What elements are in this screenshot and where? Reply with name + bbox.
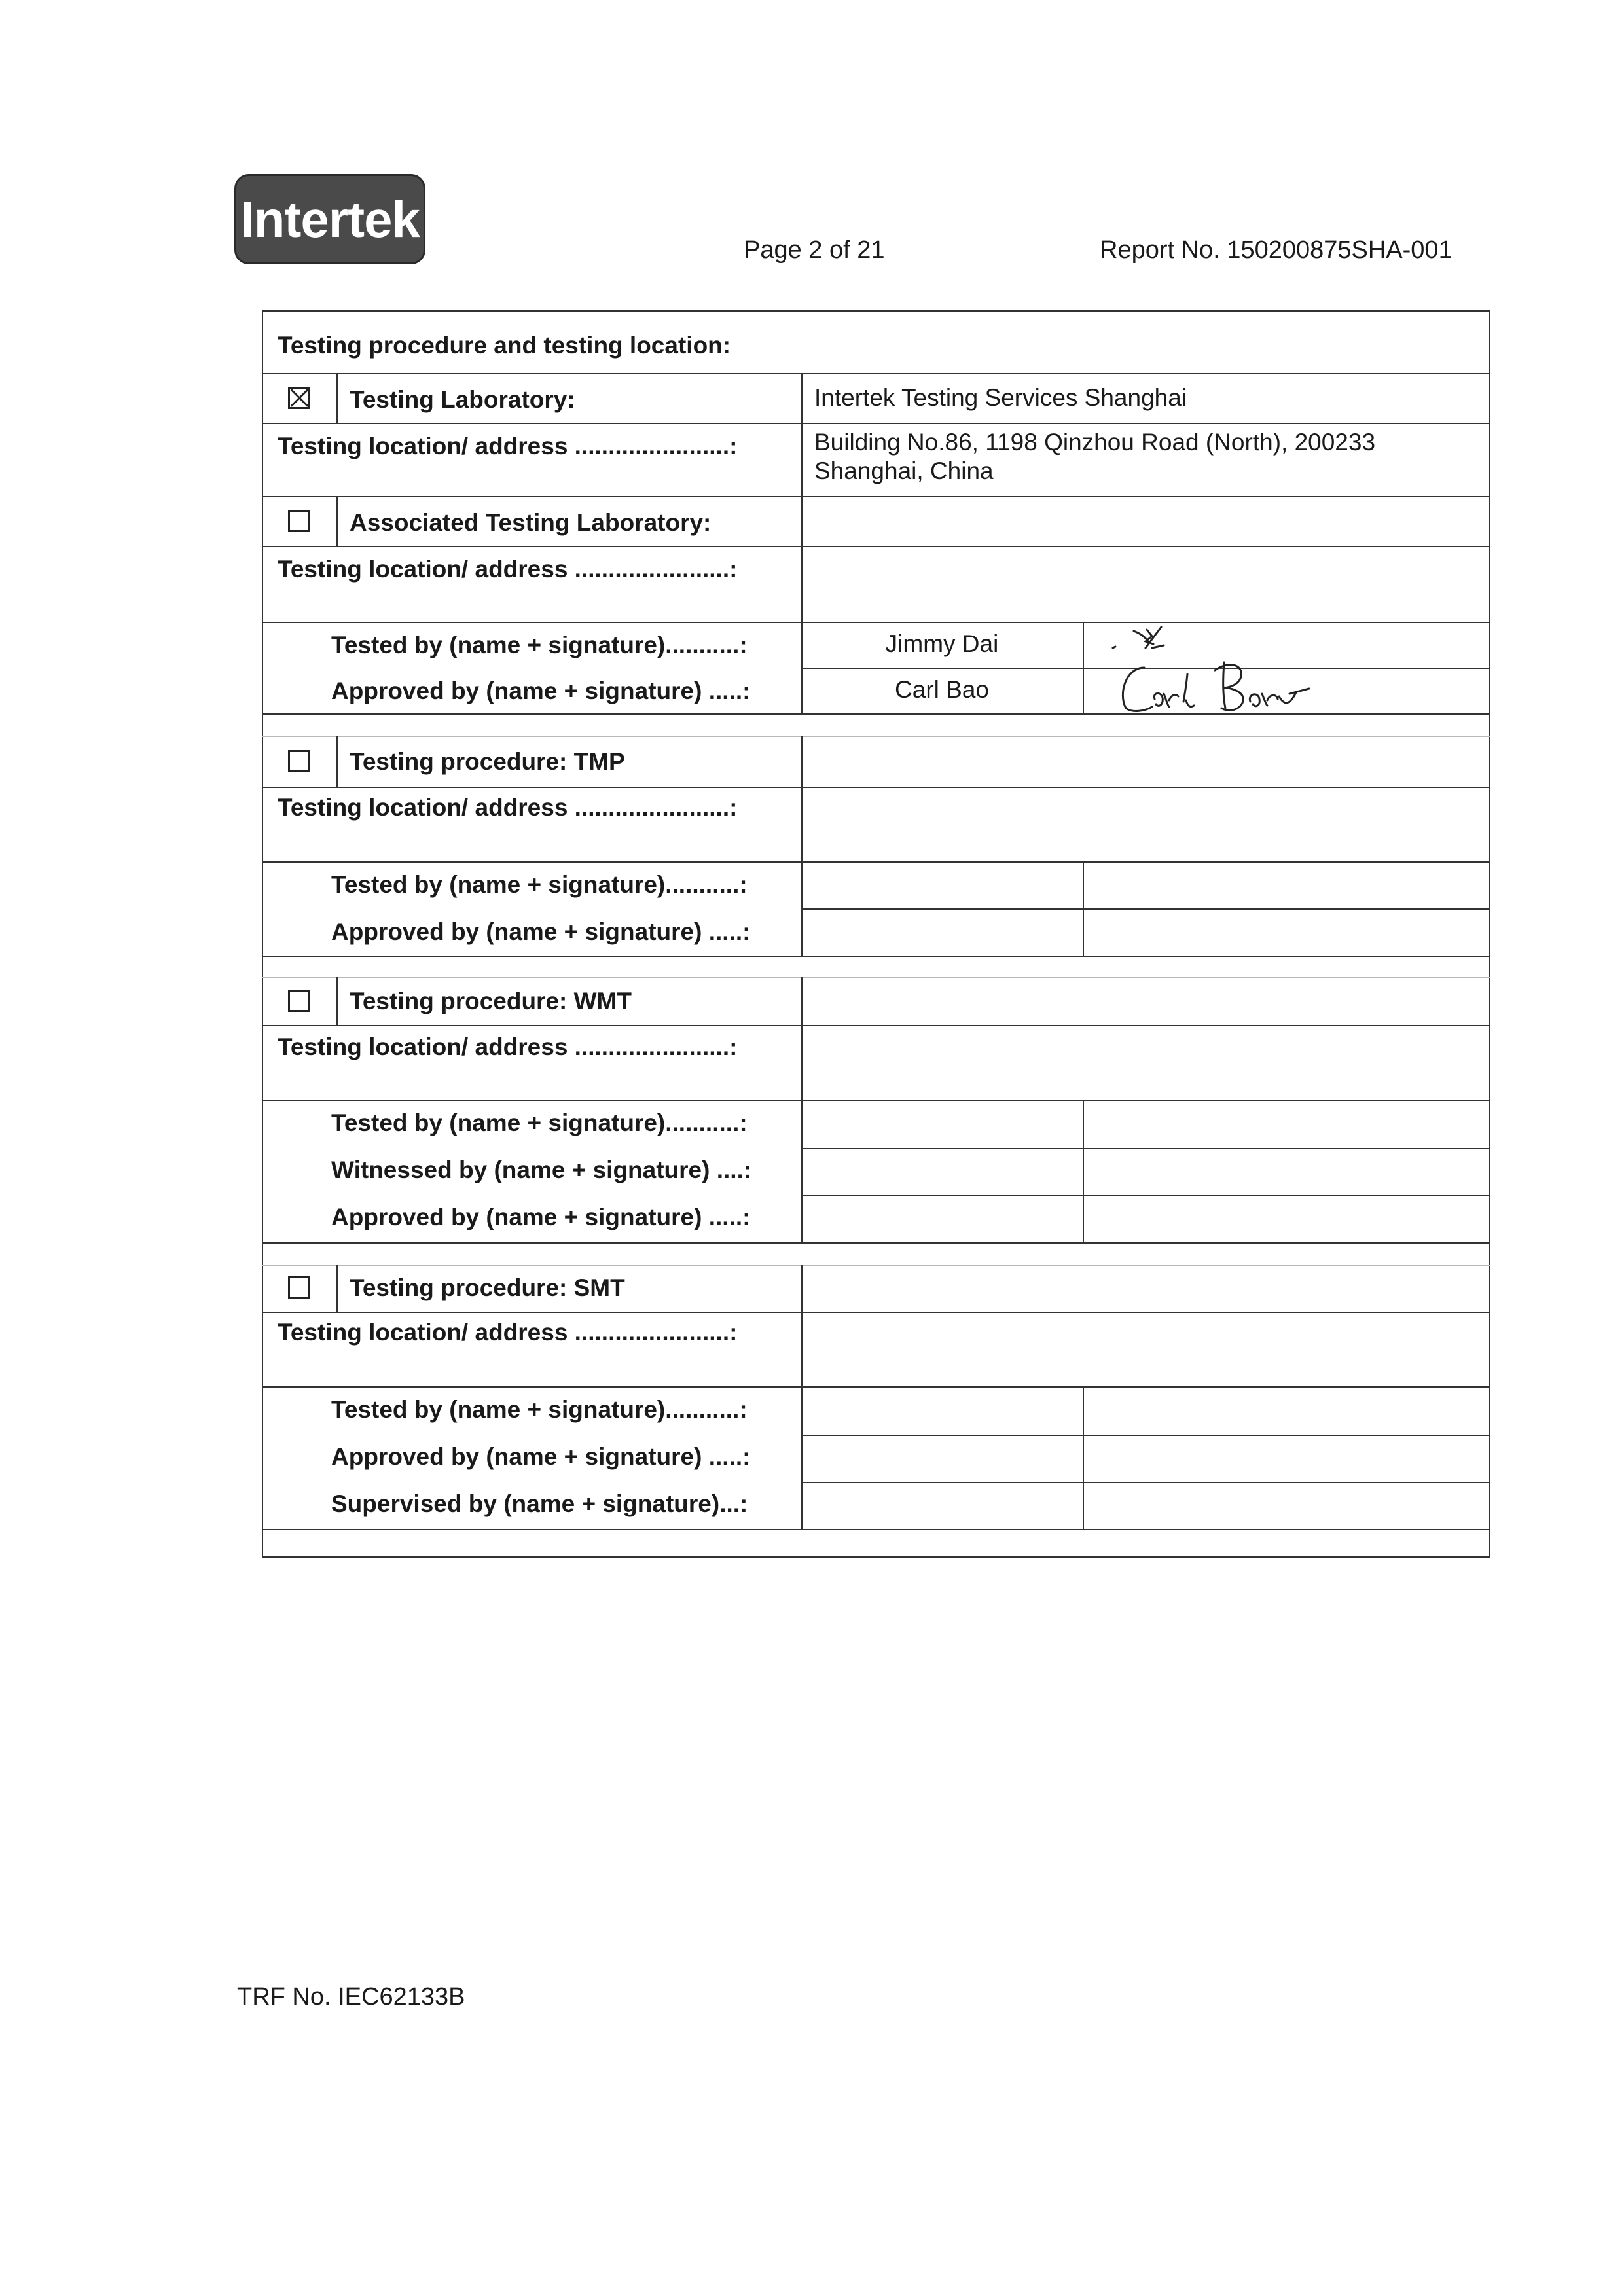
smt-label: Testing procedure: SMT (350, 1274, 625, 1301)
rule (801, 1265, 803, 1529)
rule (801, 1482, 1490, 1483)
gap-rule (262, 1265, 1490, 1266)
smt-checkbox[interactable] (288, 1276, 310, 1299)
associated-location-label: Testing location/ address .......................: (278, 556, 738, 583)
intertek-logo: Intertek (234, 174, 425, 264)
rule (262, 1312, 1490, 1313)
rule (1083, 861, 1084, 956)
rule (262, 787, 1490, 788)
wmt-approved-by-label: Approved by (name + signature) .....: (331, 1204, 751, 1230)
page-number: Page 2 of 21 (744, 236, 885, 264)
tmp-location-label: Testing location/ address .......................: (278, 794, 738, 821)
report-number: Report No. 150200875SHA-001 (1100, 236, 1453, 264)
rule (262, 373, 1490, 374)
rule (262, 1025, 1490, 1026)
lab-tested-by-label: Tested by (name + signature)...........: (331, 632, 748, 658)
approver-signature (1113, 648, 1335, 720)
rule (801, 1195, 1490, 1196)
lab-approved-by-label: Approved by (name + signature) .....: (331, 677, 751, 704)
trf-number: TRF No. IEC62133B (237, 1983, 465, 2011)
lab-tested-by-name: Jimmy Dai (885, 630, 999, 657)
smt-approved-by-label: Approved by (name + signature) .....: (331, 1443, 751, 1470)
lab-approved-by-name: Carl Bao (895, 676, 989, 703)
lab-location-value: Building No.86, 1198 Qinzhou Road (North), 200233 Shanghai, China (814, 429, 1376, 484)
rule (262, 546, 1490, 547)
tmp-checkbox[interactable] (288, 750, 310, 772)
testing-laboratory-label: Testing Laboratory: (350, 386, 575, 413)
rule (336, 373, 338, 423)
rule (336, 1265, 338, 1312)
smt-supervised-by-label: Supervised by (name + signature)...: (331, 1490, 748, 1517)
rule (1083, 1386, 1084, 1529)
smt-location-label: Testing location/ address .......................: (278, 1319, 738, 1346)
wmt-witnessed-by-label: Witnessed by (name + signature) ....: (331, 1157, 752, 1183)
gap-rule (262, 736, 1490, 737)
rule (262, 1242, 1490, 1244)
rule (801, 1435, 1490, 1436)
rule (801, 373, 803, 713)
tmp-approved-by-label: Approved by (name + signature) .....: (331, 918, 751, 945)
wmt-checkbox[interactable] (288, 990, 310, 1012)
testing-laboratory-value: Intertek Testing Services Shanghai (814, 384, 1187, 411)
associated-lab-checkbox[interactable] (288, 510, 310, 532)
testing-laboratory-checkbox[interactable] (288, 387, 310, 409)
rule (262, 496, 1490, 497)
rule (801, 908, 1490, 910)
form-title: Testing procedure and testing location: (278, 332, 731, 359)
tmp-label: Testing procedure: TMP (350, 748, 625, 775)
rule (336, 496, 338, 546)
rule (262, 622, 1490, 623)
wmt-label: Testing procedure: WMT (350, 988, 632, 1014)
associated-lab-label: Associated Testing Laboratory: (350, 509, 712, 536)
rule (801, 1148, 1490, 1149)
rule (801, 977, 803, 1242)
rule (262, 423, 1490, 424)
rule (262, 1100, 1490, 1101)
rule (262, 861, 1490, 863)
rule (262, 1529, 1490, 1530)
rule (1083, 622, 1084, 713)
rule (1083, 1100, 1084, 1242)
wmt-tested-by-label: Tested by (name + signature)...........: (331, 1109, 748, 1136)
rule (801, 736, 803, 956)
tmp-tested-by-label: Tested by (name + signature)...........: (331, 871, 748, 898)
smt-tested-by-label: Tested by (name + signature)...........: (331, 1396, 748, 1423)
rule (336, 977, 338, 1025)
rule (262, 956, 1490, 957)
rule (262, 1386, 1490, 1388)
lab-location-label: Testing location/ address .......................: (278, 433, 738, 459)
gap-rule (262, 977, 1490, 978)
rule (336, 736, 338, 787)
wmt-location-label: Testing location/ address .......................: (278, 1033, 738, 1060)
